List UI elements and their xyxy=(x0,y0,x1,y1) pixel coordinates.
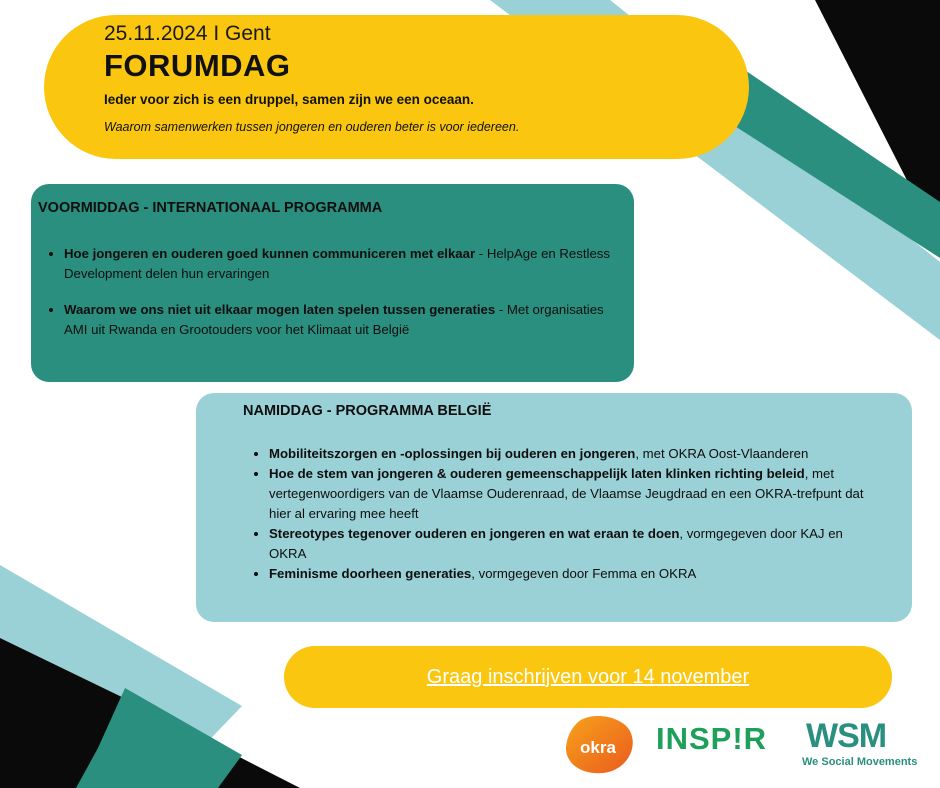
event-subtitle: Waarom samenwerken tussen jongeren en ouderen beter is voor iedereen. xyxy=(104,120,520,134)
list-item: • Mobiliteitszorgen en -oplossingen bij ouderen en jongeren, met OKRA Oost-Vlaanderen xyxy=(269,444,869,464)
wsm-logo xyxy=(802,717,927,772)
okra-logo xyxy=(563,713,635,775)
morning-program-panel xyxy=(31,184,634,382)
inspir-logo: INSP!R xyxy=(656,721,768,756)
list-item: • Feminisme doorheen generaties, vormgegeven door Femma en OKRA xyxy=(269,564,869,584)
list-item: • Hoe jongeren en ouderen goed kunnen communiceren met elkaar - HelpAge en Restless Development delen hun ervaringen xyxy=(64,244,624,284)
event-tagline: Ieder voor zich is een druppel, samen zijn we een oceaan. xyxy=(104,92,474,107)
afternoon-heading: NAMIDDAG - PROGRAMMA BELGIË xyxy=(243,403,492,419)
morning-list xyxy=(46,244,624,356)
list-item: • Stereotypes tegenover ouderen en jongeren en wat eraan te doen, vormgegeven door KAJ en OKRA xyxy=(269,524,869,564)
register-link[interactable]: Graag inschrijven voor 14 november xyxy=(284,646,892,708)
morning-heading: VOORMIDDAG - INTERNATIONAAL PROGRAMMA xyxy=(38,200,383,216)
wsm-logo-mark: WSM xyxy=(806,717,887,755)
afternoon-program-panel xyxy=(196,393,912,622)
list-item: • Hoe de stem van jongeren & ouderen gemeenschappelijk laten klinken richting beleid, met vertegenwoordigers van de Vlaamse Ouderenraad, de Vlaamse Jeugdraad en een OKRA-trefpunt dat hier al ervaring mee heeft xyxy=(269,464,869,524)
afternoon-list xyxy=(251,444,869,584)
event-title: FORUMDAG xyxy=(104,48,291,83)
list-item: • Waarom we ons niet uit elkaar mogen laten spelen tussen generaties - Met organisaties AMI uit Rwanda en Grootouders voor het Klimaat uit België xyxy=(64,300,624,340)
okra-logo-text: okra xyxy=(580,738,616,757)
wsm-logo-subtitle: We Social Movements xyxy=(802,756,918,768)
event-date: 25.11.2024 I Gent xyxy=(104,22,271,45)
